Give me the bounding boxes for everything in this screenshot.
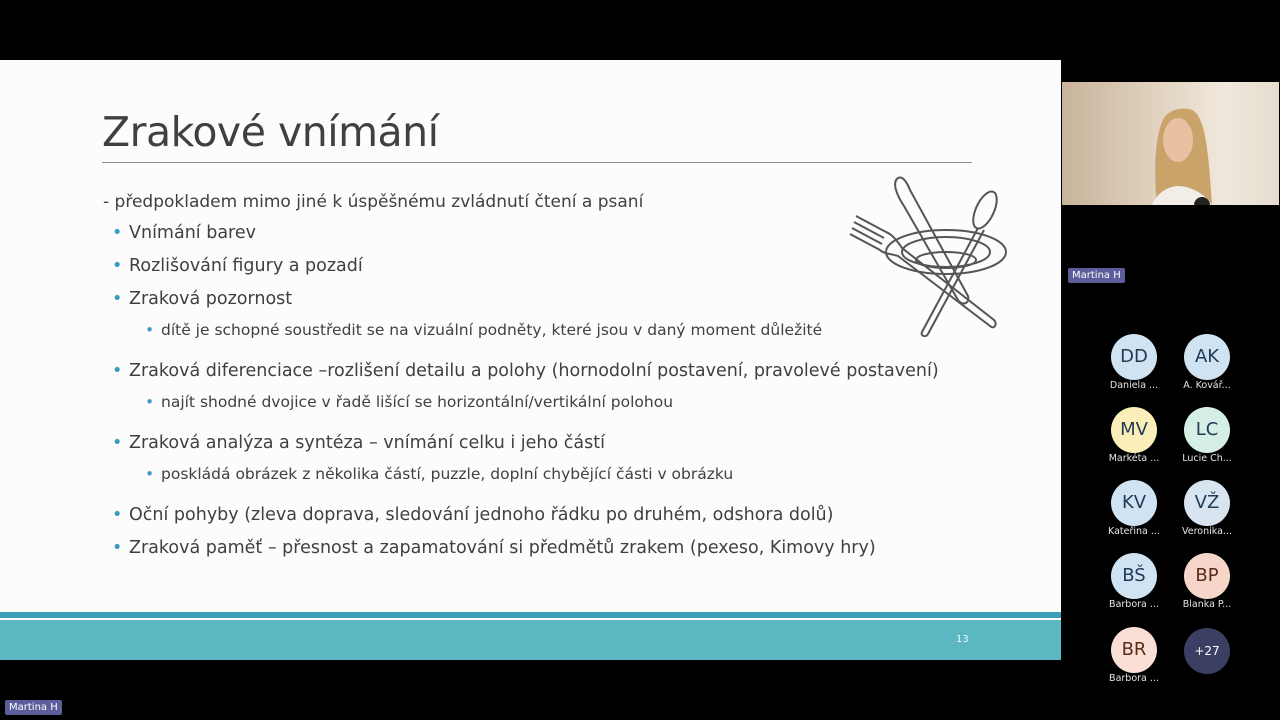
bullet: • Oční pohyby (zleva doprava, sledování jednoho řádku po druhém, odshora dolů) [103, 499, 1003, 532]
participant-name: Veronika... [1182, 526, 1232, 537]
participant-tile[interactable] [1098, 480, 1170, 550]
avatar: AK [1184, 334, 1230, 380]
screen-share-name-tag: Martina H [5, 700, 62, 715]
avatar: BP [1184, 553, 1230, 599]
sub-bullet: • dítě je schopné soustředit se na vizuální podněty, které jsou v daný moment důležité [103, 316, 1003, 344]
bullet: • Rozlišování figury a pozadí [103, 250, 1003, 283]
footer-band [0, 620, 1061, 660]
bullet: • Zraková analýza a syntéza – vnímání celku i jeho částí [103, 427, 1003, 460]
participant-tile[interactable] [1098, 553, 1170, 623]
avatar: MV [1111, 407, 1157, 453]
sub-bullet: • najít shodné dvojice v řadě lišící se horizontální/vertikální polohou [103, 388, 1003, 416]
sub-bullet: • poskládá obrázek z několika částí, puzzle, doplní chybějící části v obrázku [103, 460, 1003, 488]
participant-name: Kateřina ... [1108, 526, 1160, 537]
bullet: • Zraková pozornost [103, 283, 1003, 316]
bullet: • Vnímání barev [103, 217, 1003, 250]
participant-name: Markéta ... [1108, 453, 1160, 464]
participant-tile[interactable] [1171, 553, 1243, 623]
participant-tile[interactable] [1171, 480, 1243, 550]
bullet: • Zraková diferenciace –rozlišení detailu a polohy (hornodolní postavení, pravolevé postavení) [103, 355, 1003, 388]
slide-title: Zrakové vnímání [102, 108, 439, 156]
participant-name: Blanka P... [1182, 599, 1232, 610]
presentation-slide [0, 60, 1061, 660]
presenter-video[interactable] [1062, 82, 1279, 205]
participant-tile[interactable] [1171, 407, 1243, 477]
participant-tile[interactable] [1171, 334, 1243, 404]
avatar: DD [1111, 334, 1157, 380]
slide-number: 13 [956, 634, 969, 645]
presenter-name-tag: Martina H [1068, 268, 1125, 283]
title-divider [102, 162, 972, 163]
participant-tile[interactable] [1098, 407, 1170, 477]
participant-name: Barbora ... [1109, 673, 1159, 684]
presenter-silhouette [1062, 82, 1279, 205]
participant-tile[interactable] [1098, 627, 1170, 697]
avatar: VŽ [1184, 480, 1230, 526]
intro-line: - předpokladem mimo jiné k úspěšnému zvládnutí čtení a psaní [103, 192, 644, 212]
participant-name: A. Kovář... [1183, 380, 1231, 391]
avatar: KV [1111, 480, 1157, 526]
avatar: BŠ [1111, 553, 1157, 599]
avatar: LC [1184, 407, 1230, 453]
footer-accent-line [0, 612, 1061, 618]
bullet: • Zraková paměť – přesnost a zapamatování si předmětů zrakem (pexeso, Kimovy hry) [103, 532, 1003, 565]
participant-name: Daniela ... [1109, 380, 1159, 391]
more-participants-button[interactable]: +27 [1184, 628, 1230, 674]
participant-name: Lucie Ch... [1182, 453, 1232, 464]
participant-tile[interactable] [1098, 334, 1170, 404]
participant-name: Barbora ... [1109, 599, 1159, 610]
avatar: BR [1111, 627, 1157, 673]
cutlery-plate-icon [840, 172, 1015, 337]
